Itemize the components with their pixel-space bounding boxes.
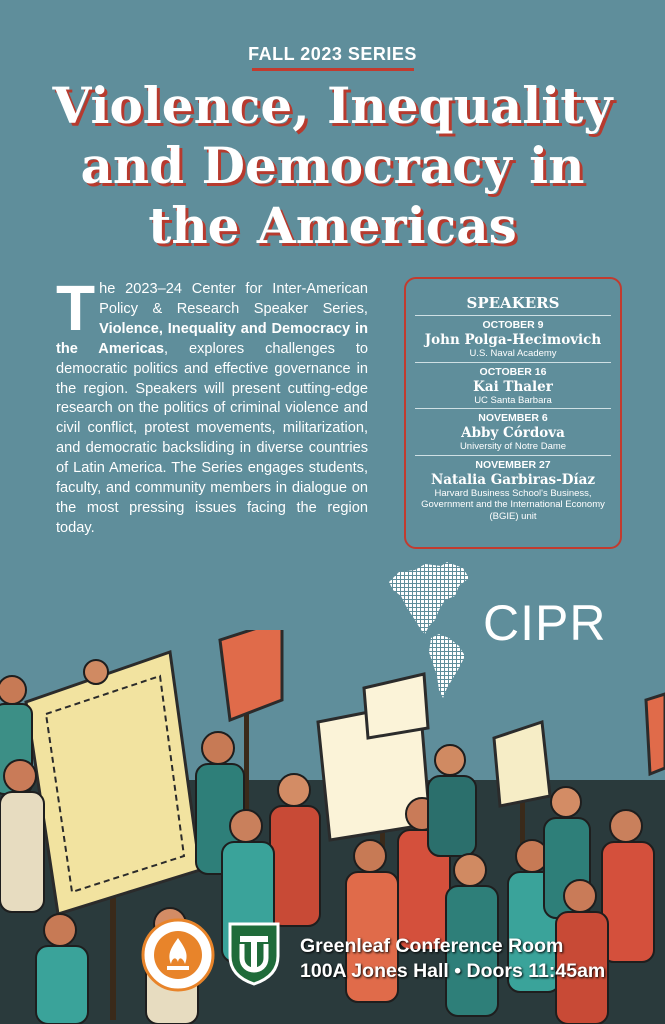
speaker-date: NOVEMBER 27	[475, 458, 551, 471]
speaker-item	[415, 363, 611, 410]
speakers-box	[404, 277, 622, 549]
speaker-date: NOVEMBER 6	[478, 412, 548, 424]
speaker-item	[415, 409, 611, 456]
title-line-3: the Americas	[148, 196, 517, 255]
speaker-item	[415, 456, 611, 525]
speaker-affiliation: University of Notre Dame	[459, 441, 567, 452]
cipr-logo-text: CIPR	[483, 595, 607, 651]
title-line-2: and Democracy in	[80, 136, 585, 195]
seal-text	[0, 0, 1, 1]
intro-paragraph	[56, 272, 369, 539]
speaker-name: Natalia Garbiras-Díaz	[430, 471, 596, 488]
speaker-affiliation: U.S. Naval Academy	[469, 348, 557, 359]
series-underline	[252, 68, 414, 71]
speaker-name: Abby Córdova	[461, 425, 565, 441]
speakers-heading: SPEAKERS	[415, 294, 611, 316]
drop-cap: T	[56, 272, 96, 344]
speaker-date: OCTOBER 9	[482, 319, 544, 331]
speaker-item	[415, 316, 611, 363]
venue-line: Greenleaf Conference Room	[300, 935, 564, 957]
poster-title	[0, 76, 665, 256]
intro-series-title: Violence, Inequality and Democracy in the Americas	[56, 320, 368, 357]
speaker-name: John Polga-Hecimovich	[424, 332, 602, 348]
speaker-date: OCTOBER 16	[479, 365, 547, 378]
tulane-shield-icon	[228, 922, 280, 986]
speaker-name: Kai Thaler	[473, 378, 553, 395]
series-label: FALL 2023 SERIES	[248, 44, 417, 64]
intro-text-1: he 2023–24 Center for Inter-American Policy & Research Speaker Series,	[99, 281, 368, 317]
stone-center-seal-icon	[141, 918, 215, 992]
room-time-line: 100A Jones Hall • Doors 11:45am	[300, 960, 606, 982]
title-line-1: Violence, Inequality	[52, 76, 613, 135]
speaker-affiliation: Harvard Business School's Business, Government and the International Economy (BGIE) unit	[421, 487, 605, 522]
speaker-affiliation: UC Santa Barbara	[474, 394, 552, 406]
intro-text-2: , explores challenges to democratic politics and effective governance in the region. Speakers will present cutting-edge research on the politics of criminal violence and civil conflict, protest movements, militarization, and democratic backsliding in diverse countries of Latin America. The Series engages students, faculty, and community members in dialogue on the most pressing issues facing the region today.	[56, 340, 369, 536]
event-location	[300, 934, 605, 984]
